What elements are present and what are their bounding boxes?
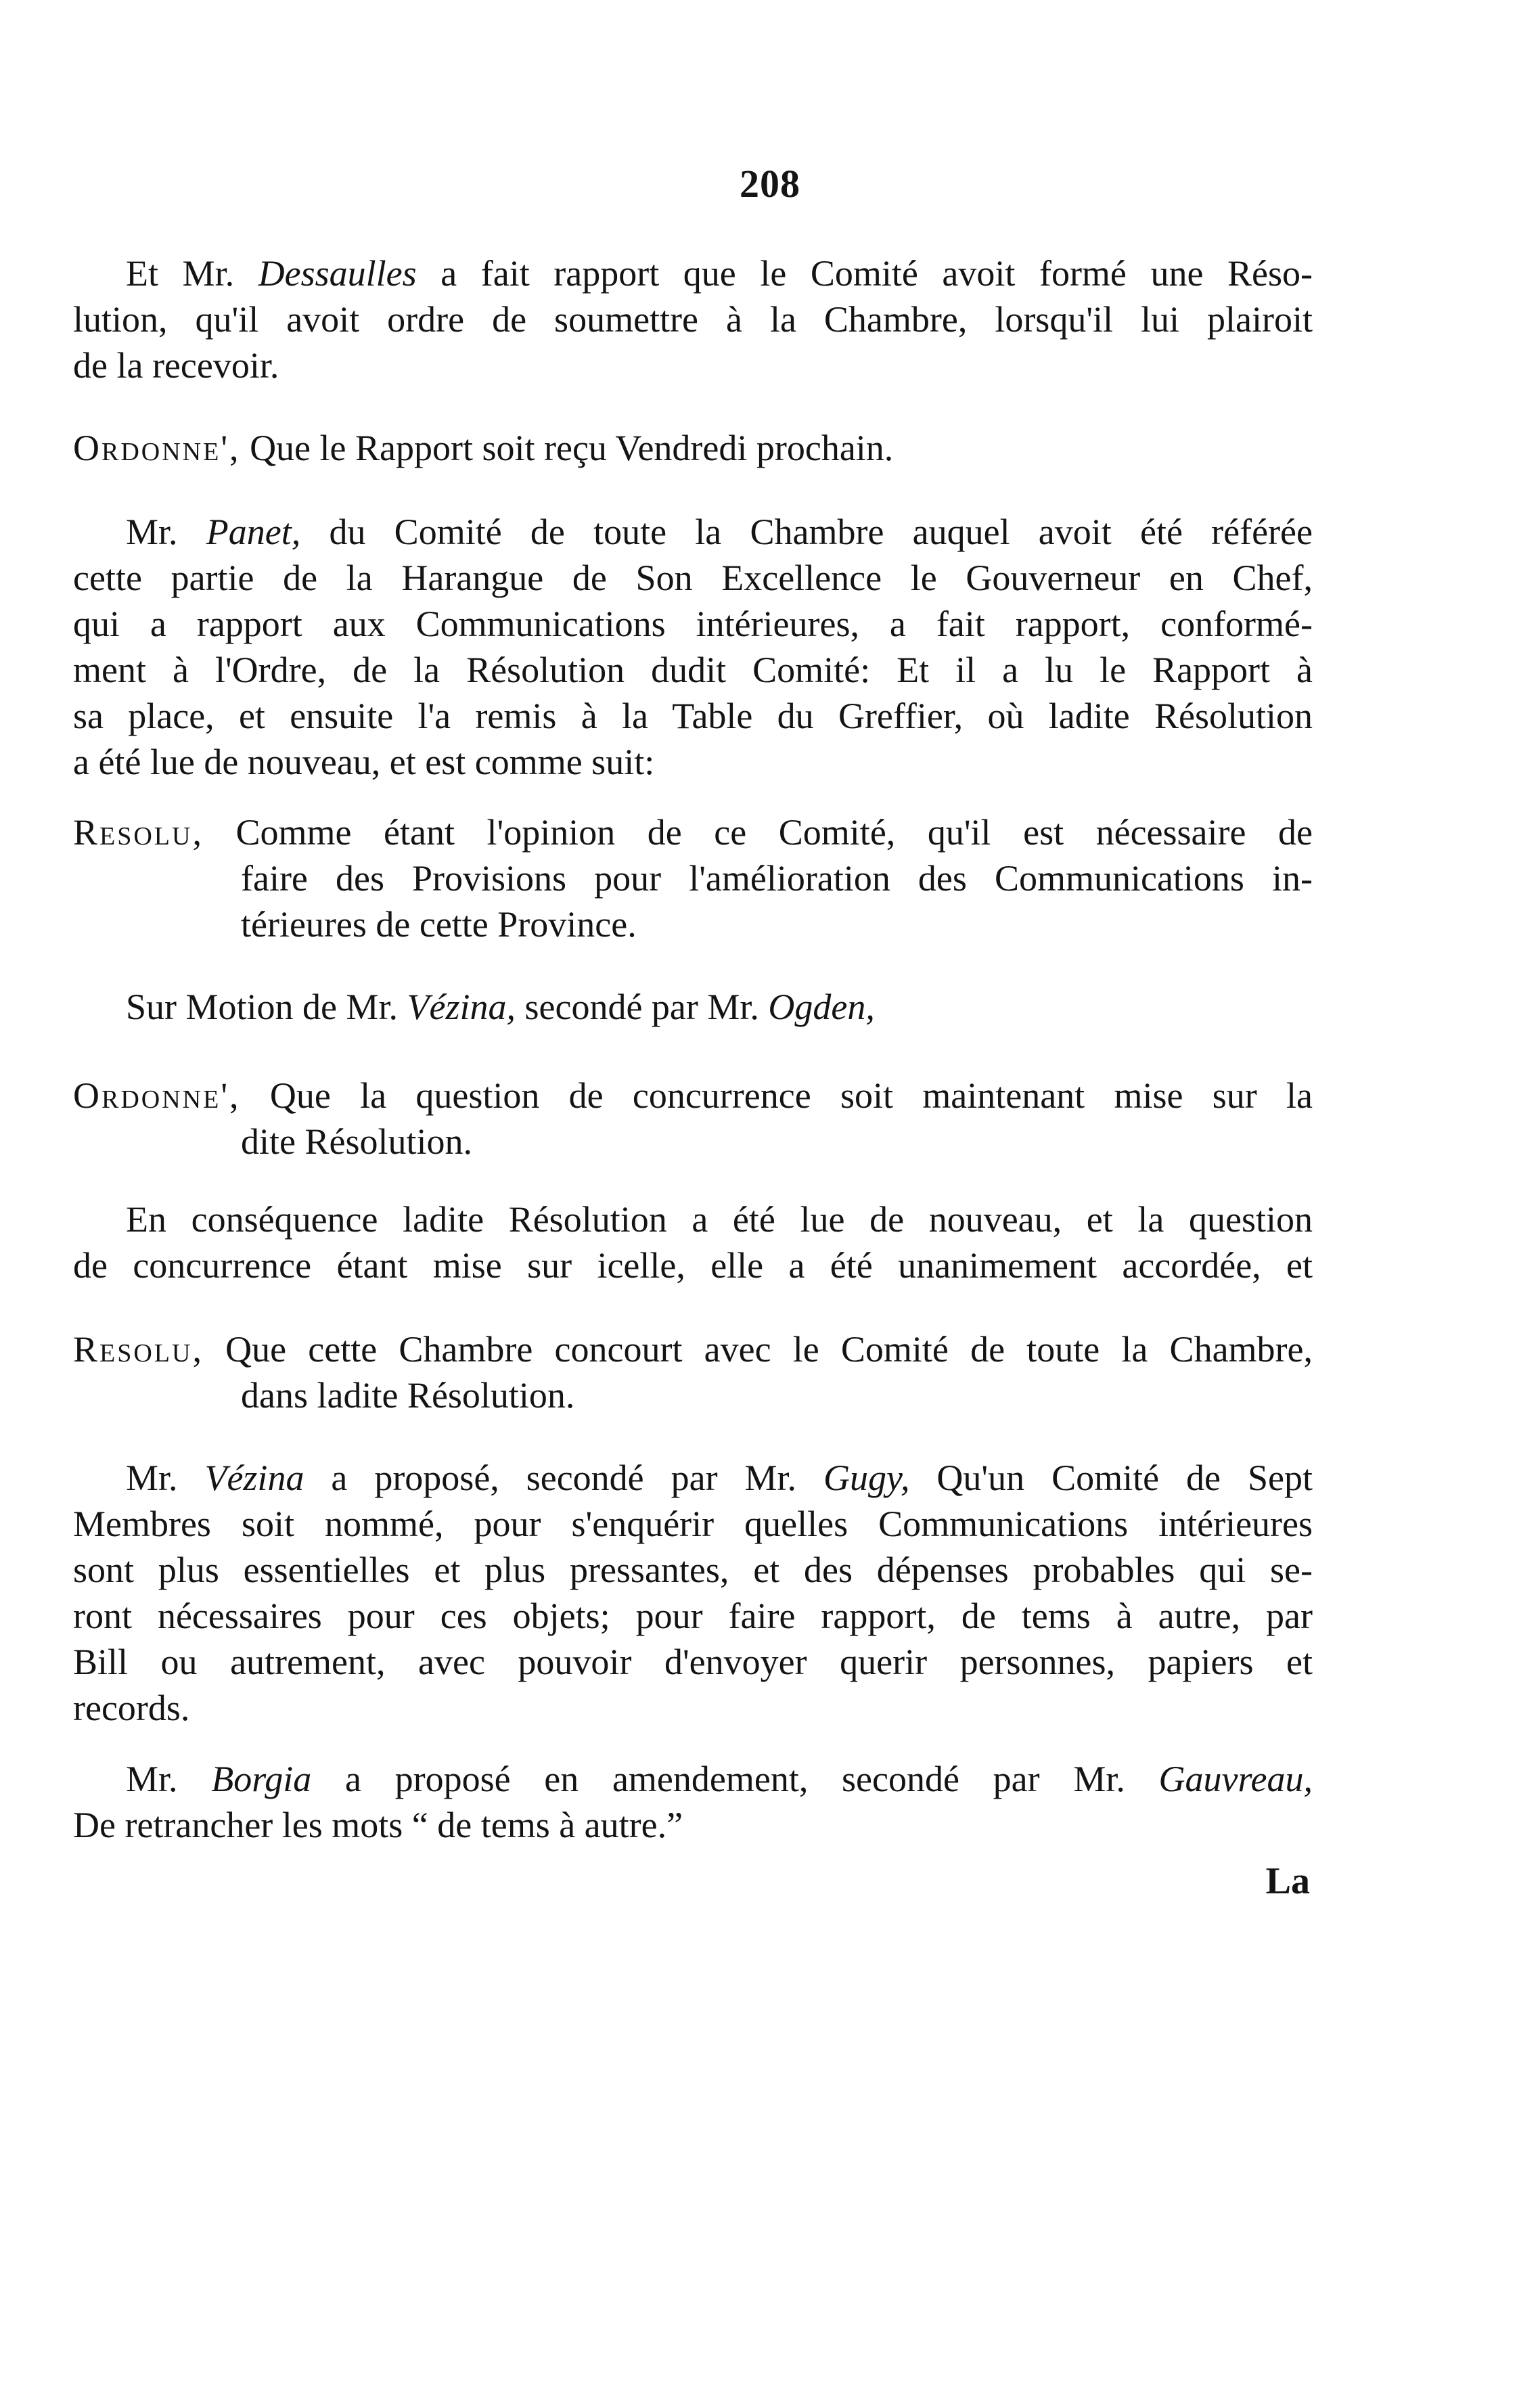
member-name: Gauvreau, bbox=[1158, 1759, 1313, 1799]
resolution-label: Resolu, bbox=[73, 812, 204, 853]
text-line: dans ladite Résolution. bbox=[241, 1375, 575, 1416]
text-line: qui a rapport aux Communications intérieures, a fait rapport, conformé- bbox=[73, 604, 1313, 644]
text-line: sa place, et ensuite l'a remis à la Table du Greffier, où ladite Résolution bbox=[73, 696, 1313, 736]
order-label: Ordonne', bbox=[73, 428, 241, 468]
paragraph-resolu-concourt bbox=[73, 1326, 1313, 1418]
text-line: lution, qu'il avoit ordre de soumettre à la Chambre, lorsqu'il lui plairoit bbox=[73, 299, 1313, 340]
paragraph-consequence bbox=[73, 1196, 1313, 1288]
member-name: Dessaulles bbox=[258, 253, 417, 294]
text-line: Resolu, Que cette Chambre concourt avec le Comité de toute la Chambre, bbox=[73, 1329, 1313, 1370]
text-line: sont plus essentielles et plus pressantes, et des dépenses probables qui se- bbox=[73, 1550, 1313, 1590]
resolution-label: Resolu, bbox=[73, 1329, 204, 1370]
text-line: Resolu, Comme étant l'opinion de ce Comité, qu'il est nécessaire de bbox=[73, 812, 1313, 853]
text-line: Membres soit nommé, pour s'enquérir quelles Communications intérieures bbox=[73, 1504, 1313, 1544]
paragraph-ordonne-concurrence bbox=[73, 1073, 1313, 1165]
paragraph-vezina-comite bbox=[73, 1455, 1313, 1731]
member-name: Vézina, bbox=[407, 987, 516, 1027]
catchword: La bbox=[1265, 1860, 1310, 1902]
text-line: de la recevoir. bbox=[73, 345, 279, 386]
text-line: Mr. Borgia a proposé en amendement, secondé par Mr. Gauvreau, bbox=[126, 1759, 1313, 1799]
text-line: Mr. Vézina a proposé, secondé par Mr. Gugy, Qu'un Comité de Sept bbox=[126, 1458, 1313, 1498]
member-name: Gugy, bbox=[823, 1458, 910, 1498]
text-line: En conséquence ladite Résolution a été lue de nouveau, et la question bbox=[126, 1199, 1313, 1240]
text-line: records. bbox=[73, 1688, 190, 1728]
text-line: de concurrence étant mise sur icelle, elle a été unanimement accordée, et bbox=[73, 1245, 1313, 1286]
text-line: ment à l'Ordre, de la Résolution dudit Comité: Et il a lu le Rapport à bbox=[73, 650, 1313, 690]
text-line: ront nécessaires pour ces objets; pour faire rapport, de tems à autre, par bbox=[73, 1596, 1313, 1636]
paragraph-ordonne-reception bbox=[73, 425, 1313, 471]
paragraph-dessaulles-report bbox=[73, 250, 1313, 388]
text-line: faire des Provisions pour l'amélioration des Communications in- bbox=[241, 858, 1313, 899]
member-name: Vézina bbox=[204, 1458, 304, 1498]
text-line: Et Mr. Dessaulles a fait rapport que le Comité avoit formé une Réso- bbox=[126, 253, 1313, 294]
order-label: Ordonne', bbox=[73, 1075, 241, 1116]
page-number: 208 bbox=[740, 162, 800, 206]
text-line: dite Résolution. bbox=[241, 1121, 472, 1162]
member-name: Borgia bbox=[211, 1759, 312, 1799]
text-line: cette partie de la Harangue de Son Excellence le Gouverneur en Chef, bbox=[73, 558, 1313, 598]
text-line: Mr. Panet, du Comité de toute la Chambre auquel avoit été référée bbox=[126, 512, 1313, 552]
paragraph-resolu-provisions bbox=[73, 809, 1313, 947]
text-line: Ordonne', Que la question de concurrence soit maintenant mise sur la bbox=[73, 1075, 1313, 1116]
text-line: De retrancher les mots “ de tems à autre.” bbox=[73, 1805, 683, 1845]
text-line: Bill ou autrement, avec pouvoir d'envoyer querir personnes, papiers et bbox=[73, 1642, 1313, 1682]
text-line: Ordonne', Que le Rapport soit reçu Vendredi prochain. bbox=[73, 428, 894, 468]
text-line: a été lue de nouveau, et est comme suit: bbox=[73, 742, 655, 782]
paragraph-panet-report bbox=[73, 509, 1313, 785]
member-name: Ogden, bbox=[768, 987, 875, 1027]
text-line: Sur Motion de Mr. Vézina, secondé par Mr. Ogden, bbox=[126, 987, 875, 1027]
paragraph-motion-vezina bbox=[73, 984, 1313, 1030]
text-line: térieures de cette Province. bbox=[241, 904, 637, 945]
paragraph-borgia-amendement bbox=[73, 1756, 1313, 1848]
member-name: Panet, bbox=[206, 512, 301, 552]
